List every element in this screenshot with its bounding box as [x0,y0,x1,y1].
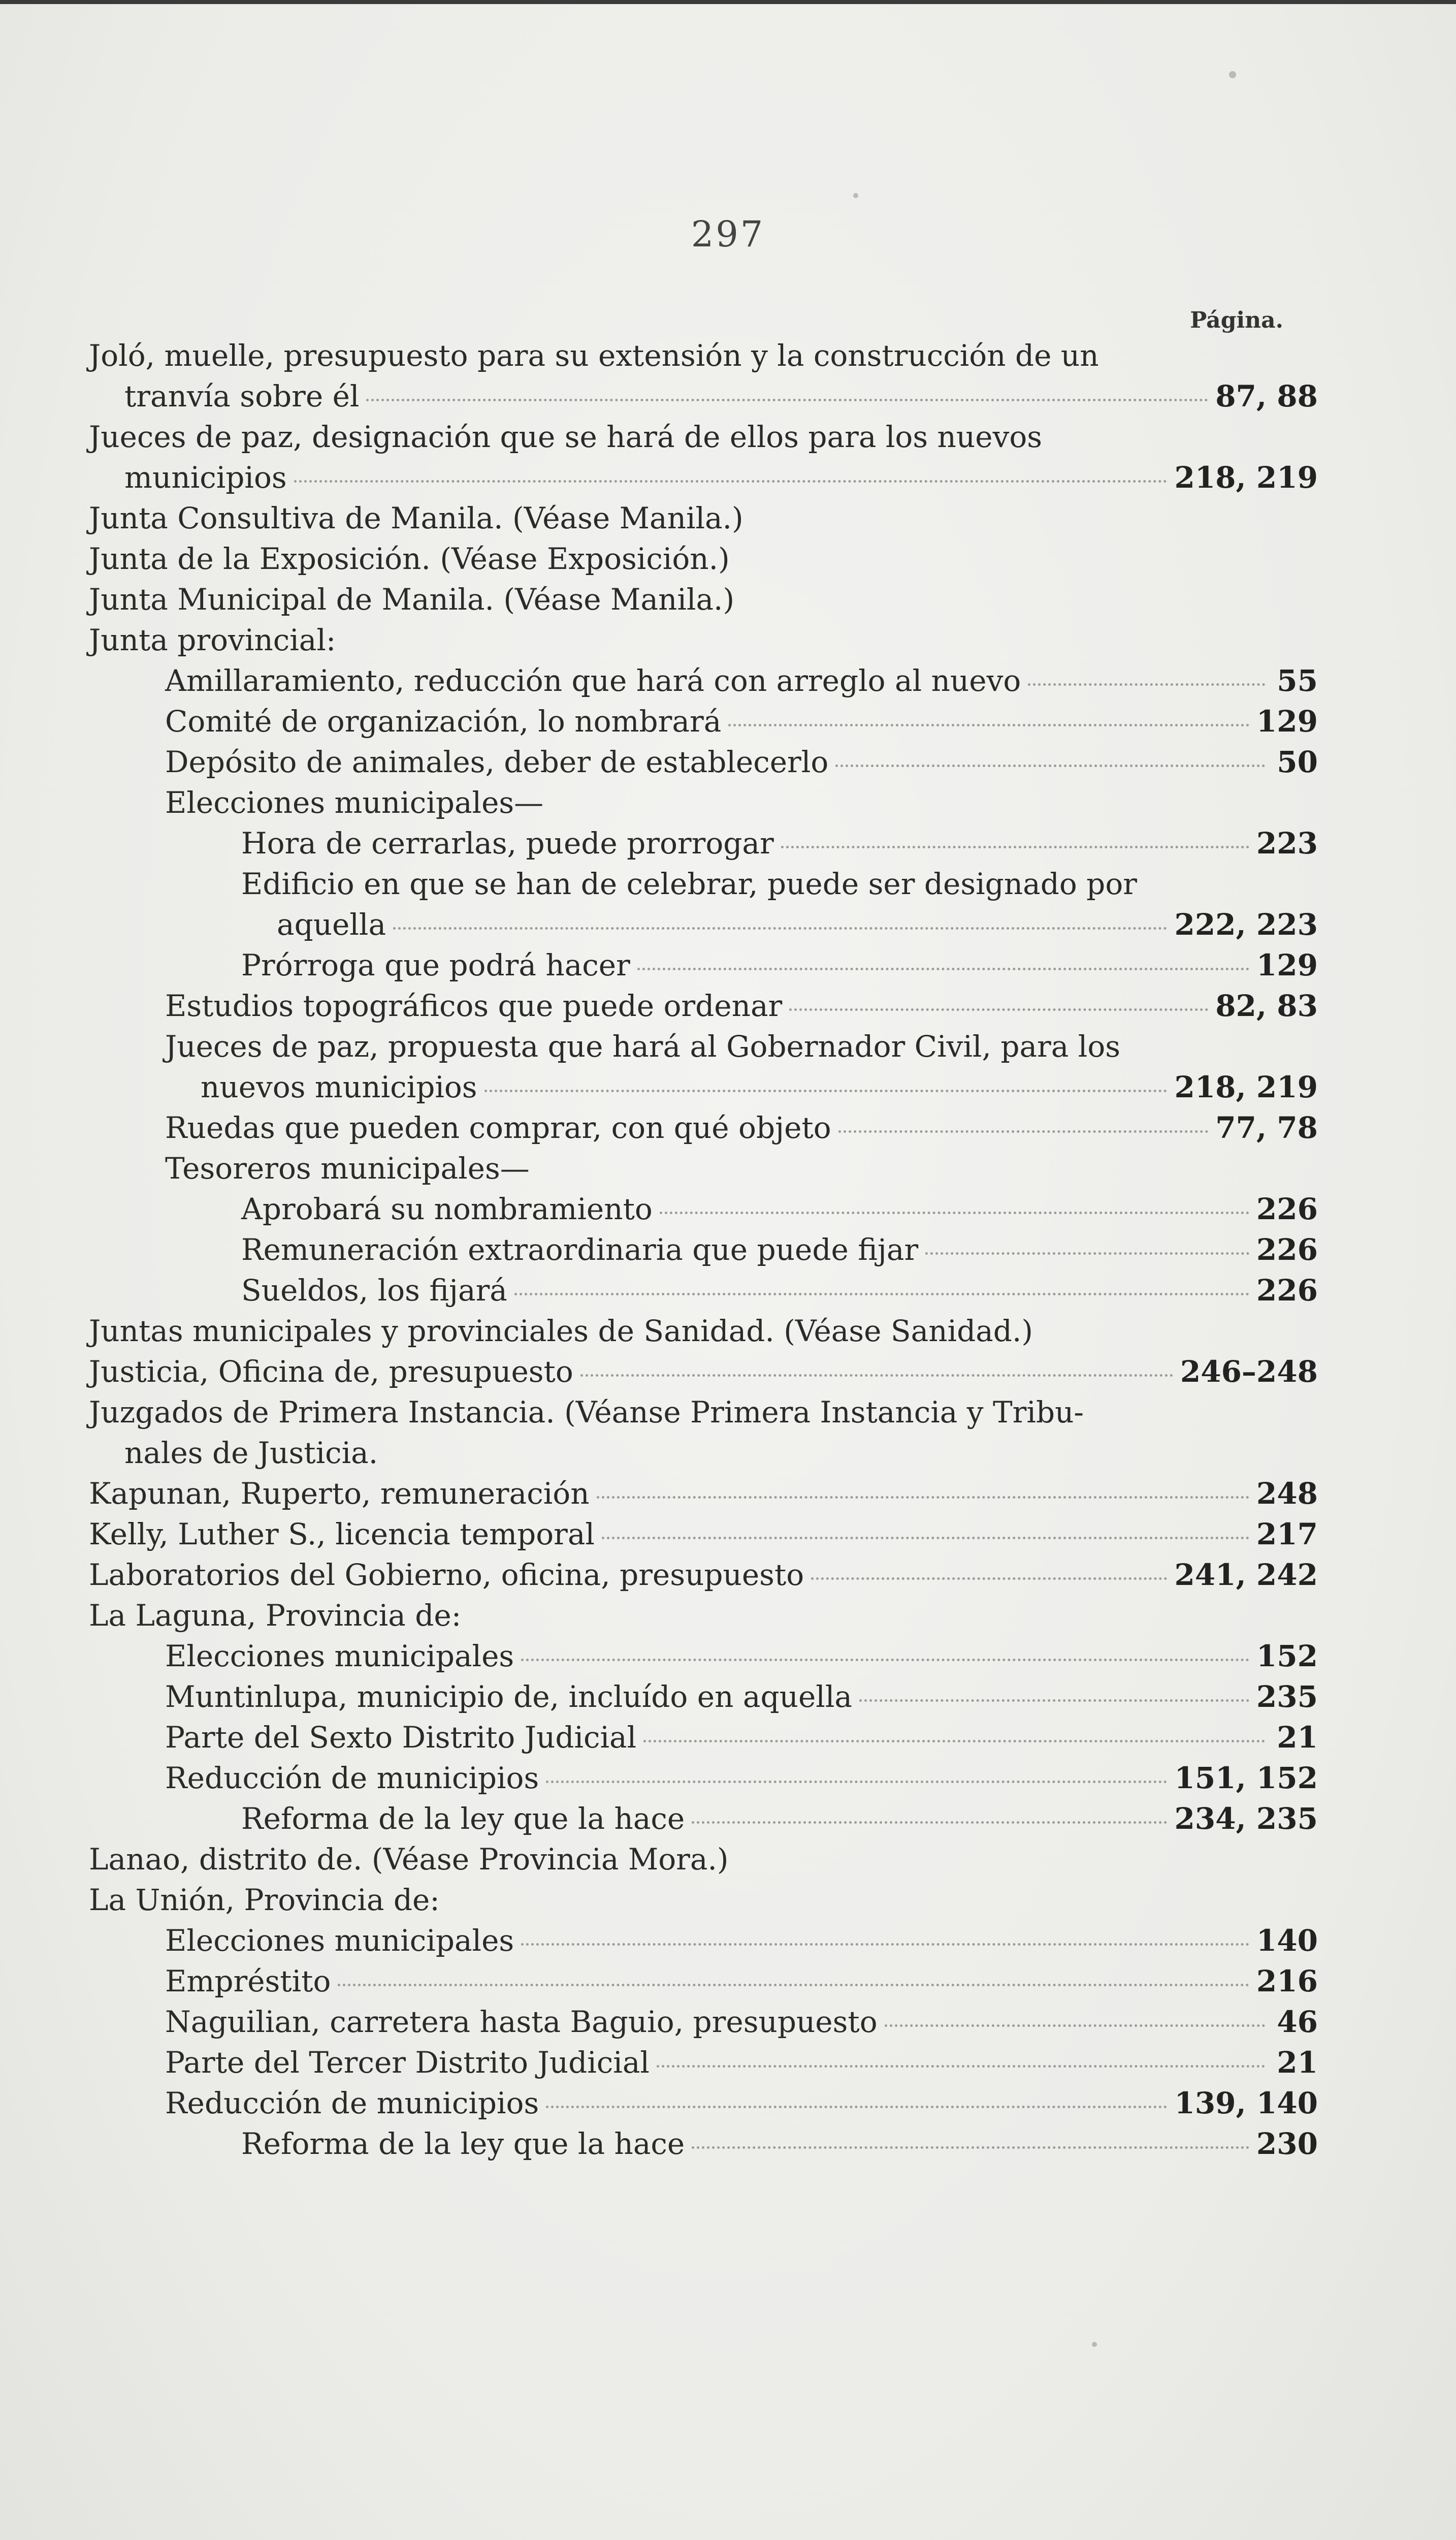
entry-text: Kelly, Luther S., licencia temporal [89,1517,595,1551]
entry-text: municipios [124,460,287,495]
index-subentry [89,1758,1318,1798]
entry-pages: 217 [1256,1517,1318,1551]
index-entry [89,376,1318,417]
entry-text: Ruedas que pueden comprar, con qué objeto [165,1110,831,1145]
index-subentry [89,1026,1318,1067]
entry-text: Estudios topográficos que puede ordenar [165,989,783,1023]
dot-leader [546,2106,1167,2108]
index-subsubentry [89,823,1318,864]
index-subentry [89,2002,1318,2042]
entry-text: Lanao, distrito de. (Véase Provincia Mora.) [89,1842,729,1877]
entry-text: Reforma de la ley que la hace [241,2126,685,2161]
entry-pages: 21 [1277,2045,1318,2080]
index-subentry [89,1920,1318,1961]
entry-pages: 226 [1256,1232,1318,1267]
entry-text: Depósito de animales, deber de establecerlo [165,745,829,779]
entry-text: La Laguna, Provincia de: [89,1598,462,1633]
dot-leader [580,1374,1173,1377]
index-entry [89,457,1318,498]
entry-text: Reducción de municipios [165,1761,539,1795]
entry-text: Hora de cerrarlas, puede prorrogar [241,826,774,861]
entry-text: Reforma de la ley que la hace [241,1801,685,1836]
column-heading: Página. [1190,307,1283,333]
index-subsubentry [89,1270,1318,1311]
dot-leader [789,1008,1208,1011]
dot-leader [657,2065,1265,2068]
index-entry [89,417,1318,457]
dot-leader [338,1984,1249,1986]
entry-text: Sueldos, los fijará [241,1273,507,1308]
entry-pages: 223 [1256,826,1318,861]
scan-speck [1092,2342,1097,2347]
index-entry [89,1311,1318,1351]
index-subentry [89,1148,1318,1189]
entry-text: tranvía sobre él [124,379,360,414]
dot-leader [692,2146,1249,2149]
entry-text: Justicia, Oficina de, presupuesto [89,1354,573,1389]
entry-text: Reducción de municipios [165,2086,539,2120]
index-subentry [89,1961,1318,2002]
entry-pages: 50 [1277,745,1318,779]
entry-pages: 152 [1256,1639,1318,1673]
dot-leader [781,846,1249,848]
entry-text: Edificio en que se han de celebrar, puede ser designado por [241,867,1137,901]
index-subentry [89,986,1318,1026]
entry-pages: 241, 242 [1174,1558,1318,1592]
dot-leader [294,480,1168,483]
index-subsubentry [89,1189,1318,1229]
entry-text: Juzgados de Primera Instancia. (Véanse Primera Instancia y Tribu- [89,1395,1084,1430]
index-subsubentry [89,1798,1318,1839]
dot-leader [546,1781,1167,1783]
entry-text: Jueces de paz, propuesta que hará al Gobernador Civil, para los [165,1029,1121,1064]
entry-text: Remuneración extraordinaria que puede fijar [241,1232,919,1267]
entry-pages: 235 [1256,1679,1318,1714]
entry-pages: 87, 88 [1215,379,1318,414]
entry-pages: 82, 83 [1215,989,1318,1023]
entry-text: La Unión, Provincia de: [89,1883,440,1917]
index-entry [89,1880,1318,1920]
entry-text: Prórroga que podrá hacer [241,948,630,982]
index-entry [89,1554,1318,1595]
index-subentry [89,660,1318,701]
dot-leader [925,1252,1249,1255]
entry-pages: 21 [1277,1720,1318,1755]
index-subentry [89,701,1318,742]
index-list [89,335,1318,2164]
scan-speck [853,193,858,198]
entry-pages: 218, 219 [1174,460,1318,495]
dot-leader [643,1740,1265,1742]
entry-text: Parte del Sexto Distrito Judicial [165,1720,637,1755]
index-entry [89,1392,1318,1433]
page-top-edge [0,0,1456,4]
dot-leader [602,1537,1249,1539]
index-entry [89,579,1318,620]
entry-text: Kapunan, Ruperto, remuneración [89,1476,590,1511]
page-number: 297 [691,213,765,255]
entry-pages: 129 [1256,704,1318,739]
entry-pages: 226 [1256,1192,1318,1226]
index-subentry [89,1676,1318,1717]
entry-text: Naguilian, carretera hasta Baguio, presupuesto [165,2005,878,2039]
entry-text: nales de Justicia. [124,1436,378,1470]
entry-text: Juntas municipales y provinciales de Sanidad. (Véase Sanidad.) [89,1314,1033,1348]
entry-pages: 46 [1277,2005,1318,2039]
dot-leader [811,1577,1167,1580]
entry-pages: 230 [1256,2126,1318,2161]
entry-text: Elecciones municipales [165,1639,514,1673]
entry-pages: 218, 219 [1174,1070,1318,1104]
dot-leader [728,724,1249,726]
dot-leader [393,927,1167,930]
entry-pages: 139, 140 [1174,2086,1318,2120]
index-entry [89,1433,1318,1473]
entry-pages: 129 [1256,948,1318,982]
index-subsubentry [89,1229,1318,1270]
entry-pages: 246–248 [1180,1354,1318,1389]
index-entry [89,1595,1318,1636]
index-subentry [89,1717,1318,1758]
entry-text: Comité de organización, lo nombrará [165,704,722,739]
index-subentry [89,2042,1318,2083]
dot-leader [521,1943,1249,1946]
entry-text: Elecciones municipales— [165,785,544,820]
index-subentry [89,1107,1318,1148]
entry-pages: 151, 152 [1174,1761,1318,1795]
entry-text: Tesoreros municipales— [165,1151,530,1186]
entry-pages: 55 [1277,663,1318,698]
entry-text: Muntinlupa, municipio de, incluído en aquella [165,1679,852,1714]
entry-text: Junta de la Exposición. (Véase Exposición.) [89,542,730,576]
index-subentry [89,2083,1318,2123]
scan-speck [1229,71,1236,78]
entry-text: Elecciones municipales [165,1923,514,1958]
dot-leader [484,1090,1168,1092]
entry-text: Junta Consultiva de Manila. (Véase Manila.) [89,501,743,535]
index-entry [89,1473,1318,1514]
entry-pages: 77, 78 [1215,1110,1318,1145]
entry-pages: 222, 223 [1174,907,1318,942]
entry-text: Joló, muelle, presupuesto para su extensión y la construcción de un [89,338,1099,373]
index-subentry [89,1067,1318,1107]
index-entry [89,1839,1318,1880]
dot-leader [637,968,1249,970]
index-subentry [89,1636,1318,1676]
index-subsubentry [89,864,1318,904]
entry-text: Aprobará su nombramiento [241,1192,653,1226]
entry-text: Laboratorios del Gobierno, oficina, presupuesto [89,1558,804,1592]
index-entry [89,1514,1318,1554]
dot-leader [838,1130,1209,1133]
entry-pages: 216 [1256,1964,1318,1998]
entry-text: Amillaramiento, reducción que hará con arreglo al nuevo [165,663,1021,698]
dot-leader [366,399,1208,401]
entry-text: Empréstito [165,1964,331,1998]
entry-pages: 234, 235 [1174,1801,1318,1836]
index-entry [89,335,1318,376]
dot-leader [514,1293,1249,1295]
index-subsubentry [89,904,1318,945]
dot-leader [835,765,1265,767]
entry-pages: 248 [1256,1476,1318,1511]
index-subentry [89,742,1318,782]
entry-text: Parte del Tercer Distrito Judicial [165,2045,650,2080]
dot-leader [885,2024,1265,2027]
index-entry [89,1351,1318,1392]
dot-leader [1028,683,1265,686]
dot-leader [859,1699,1249,1702]
entry-pages: 140 [1256,1923,1318,1958]
index-entry [89,498,1318,538]
index-subentry [89,782,1318,823]
dot-leader [692,1821,1167,1824]
index-subsubentry [89,2123,1318,2164]
dot-leader [660,1212,1249,1214]
dot-leader [521,1659,1249,1661]
index-entry [89,620,1318,660]
entry-text: Junta Municipal de Manila. (Véase Manila.) [89,582,735,617]
entry-text: nuevos municipios [201,1070,477,1104]
index-subsubentry [89,945,1318,986]
index-entry [89,538,1318,579]
entry-text: Jueces de paz, designación que se hará de ellos para los nuevos [89,420,1043,454]
entry-pages: 226 [1256,1273,1318,1308]
dot-leader [597,1496,1249,1499]
entry-text: Junta provincial: [89,623,336,657]
entry-text: aquella [277,907,386,942]
